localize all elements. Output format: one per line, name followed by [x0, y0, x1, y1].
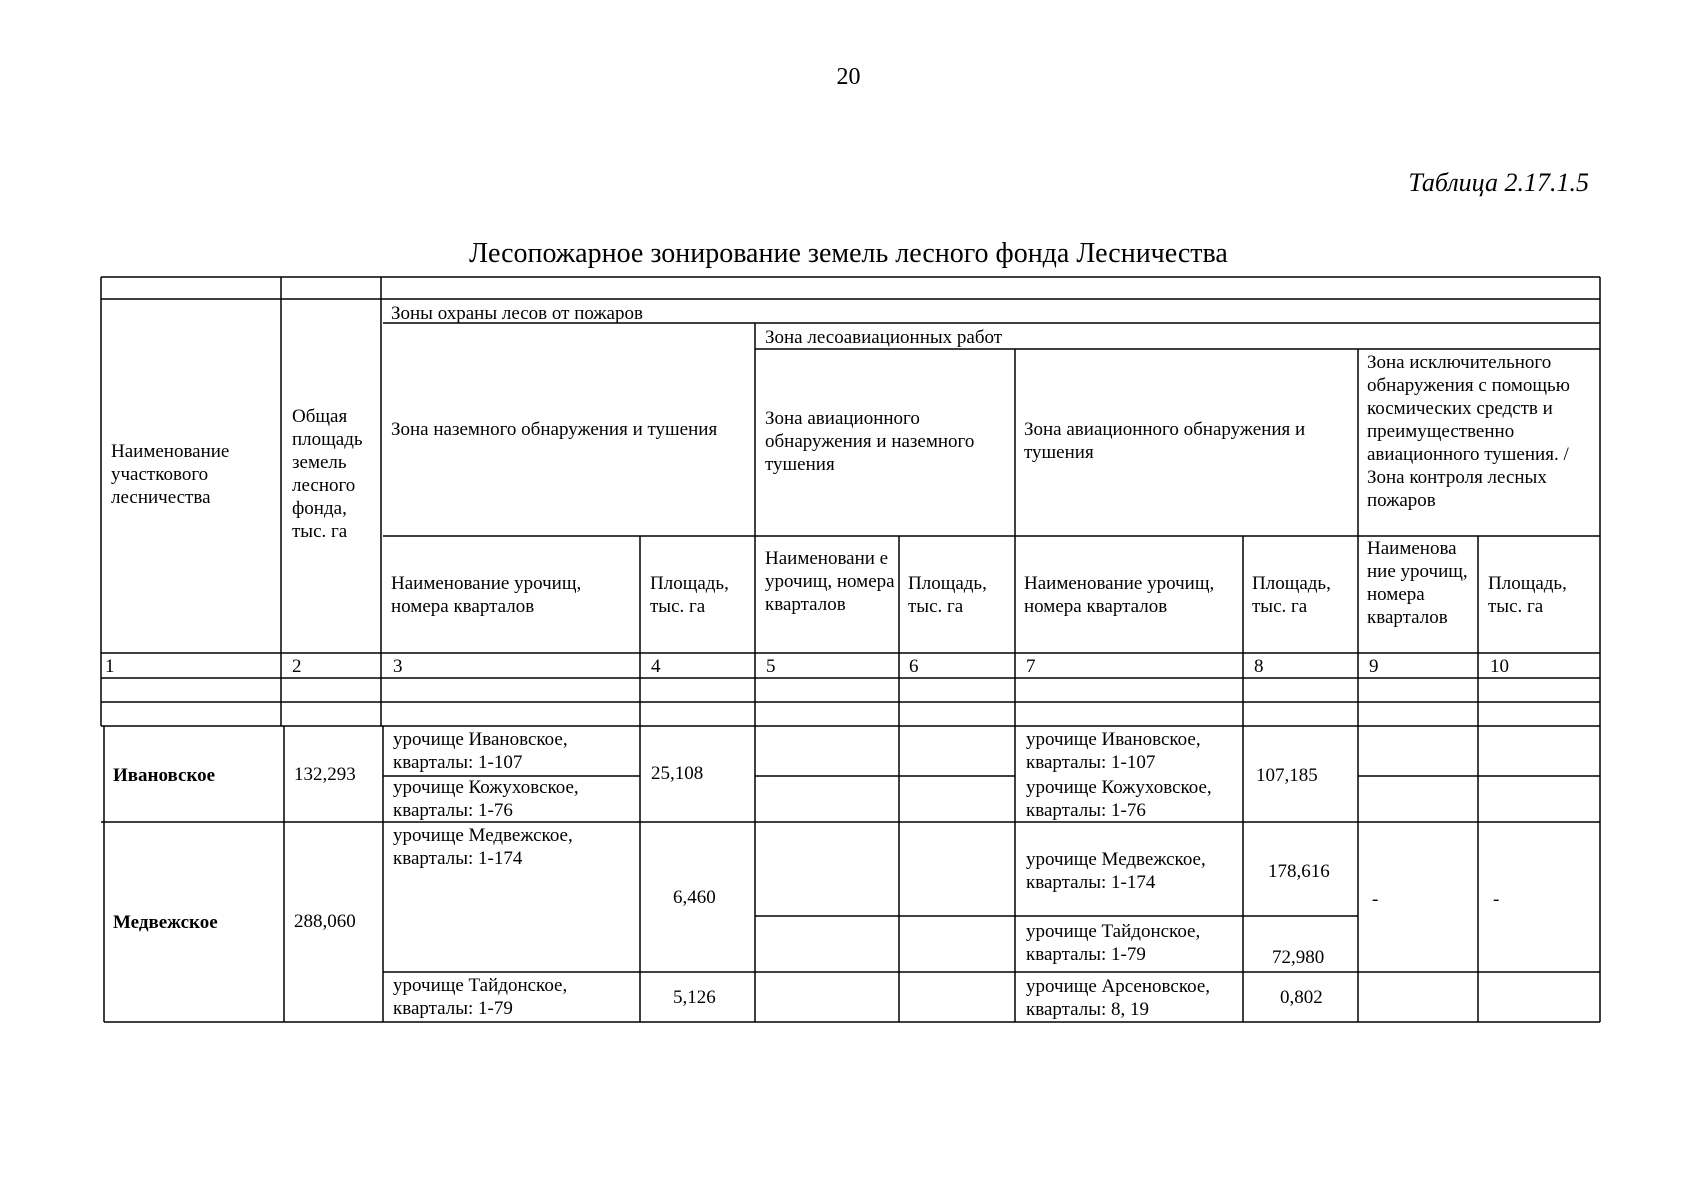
aviation-tract-ivanovskoe-2: урочище Кожуховское, кварталы: 1-76 — [1026, 777, 1212, 821]
column-number: 10 — [1490, 656, 1509, 677]
aviation-area-ivanovskoe: 107,185 — [1256, 765, 1318, 786]
header-protection-zones: Зоны охраны лесов от пожаров — [391, 303, 643, 324]
aviation-area-medvezhskoe-1: 178,616 — [1268, 861, 1330, 882]
header-total-area: Общая площадь земель лесного фонда, тыс. га — [292, 406, 363, 542]
aviation-tract-medvezhskoe-3: урочище Арсеновское, кварталы: 8, 19 — [1026, 976, 1211, 1020]
forestry-name-medvezhskoe: Медвежское — [113, 912, 218, 933]
column-number: 5 — [766, 656, 776, 677]
ground-area-medvezhskoe-2: 5,126 — [673, 987, 716, 1008]
space-tract-medvezhskoe: - — [1372, 889, 1379, 910]
total-area-ivanovskoe: 132,293 — [294, 764, 356, 785]
forestry-name-ivanovskoe: Ивановское — [113, 765, 216, 786]
page-number: 20 — [836, 64, 861, 90]
ground-area-medvezhskoe-1: 6,460 — [673, 887, 716, 908]
header-aviation-zone: Зона авиационного обнаружения и тушения — [1024, 419, 1306, 463]
header-aviation-area: Площадь, тыс. га — [1252, 573, 1331, 617]
header-space-zone: Зона исключительного обнаружения с помощью космических средств и преимущественно авиационного тушения. / Зона контроля лесных пожаров — [1367, 352, 1570, 511]
table-label: Таблица 2.17.1.5 — [1408, 168, 1589, 197]
column-number: 8 — [1254, 656, 1264, 677]
ground-area-ivanovskoe: 25,108 — [651, 763, 704, 784]
aviation-tract-medvezhskoe-2: урочище Тайдонское, кварталы: 1-79 — [1026, 921, 1201, 965]
total-area-medvezhskoe: 288,060 — [294, 911, 356, 932]
column-number: 2 — [292, 656, 302, 677]
ground-tract-ivanovskoe-2: урочище Кожуховское, кварталы: 1-76 — [393, 777, 579, 821]
header-forestry-name: Наименование участкового лесничества — [111, 441, 230, 508]
header-space-area: Площадь, тыс. га — [1488, 573, 1567, 617]
page-title: Лесопожарное зонирование земель лесного фонда Лесничества — [469, 238, 1228, 269]
aviation-area-medvezhskoe-3: 0,802 — [1280, 987, 1323, 1008]
column-number: 4 — [651, 656, 661, 677]
aviation-tract-medvezhskoe-1: урочище Медвежское, кварталы: 1-174 — [1026, 849, 1206, 893]
header-aviation-ground-area: Площадь, тыс. га — [908, 573, 987, 617]
ground-tract-ivanovskoe-1: урочище Ивановское, кварталы: 1-107 — [393, 729, 568, 773]
header-aviation-tract-names: Наименование урочищ, номера кварталов — [1024, 573, 1215, 617]
column-number: 7 — [1026, 656, 1036, 677]
header-aviation-ground-tract-names: Наименовани е урочищ, номера кварталов — [765, 548, 895, 615]
aviation-tract-ivanovskoe-1: урочище Ивановское, кварталы: 1-107 — [1026, 729, 1201, 773]
header-aviation-ground-zone: Зона авиационного обнаружения и наземного тушения — [765, 408, 975, 475]
header-ground-tract-names: Наименование урочищ, номера кварталов — [391, 573, 582, 617]
space-area-medvezhskoe: - — [1493, 889, 1500, 910]
header-ground-zone: Зона наземного обнаружения и тушения — [391, 419, 718, 440]
column-number: 1 — [105, 656, 115, 677]
header-space-tract-names: Наименова ние урочищ, номера кварталов — [1367, 538, 1468, 628]
ground-tract-medvezhskoe-2: урочище Тайдонское, кварталы: 1-79 — [393, 975, 568, 1019]
column-number: 6 — [909, 656, 919, 677]
header-aviation-works-zone: Зона лесоавиационных работ — [765, 327, 1003, 348]
aviation-area-medvezhskoe-2: 72,980 — [1272, 947, 1325, 968]
ground-tract-medvezhskoe-1: урочище Медвежское, кварталы: 1-174 — [393, 825, 573, 869]
column-number: 9 — [1369, 656, 1379, 677]
column-number: 3 — [393, 656, 403, 677]
header-ground-area: Площадь, тыс. га — [650, 573, 729, 617]
